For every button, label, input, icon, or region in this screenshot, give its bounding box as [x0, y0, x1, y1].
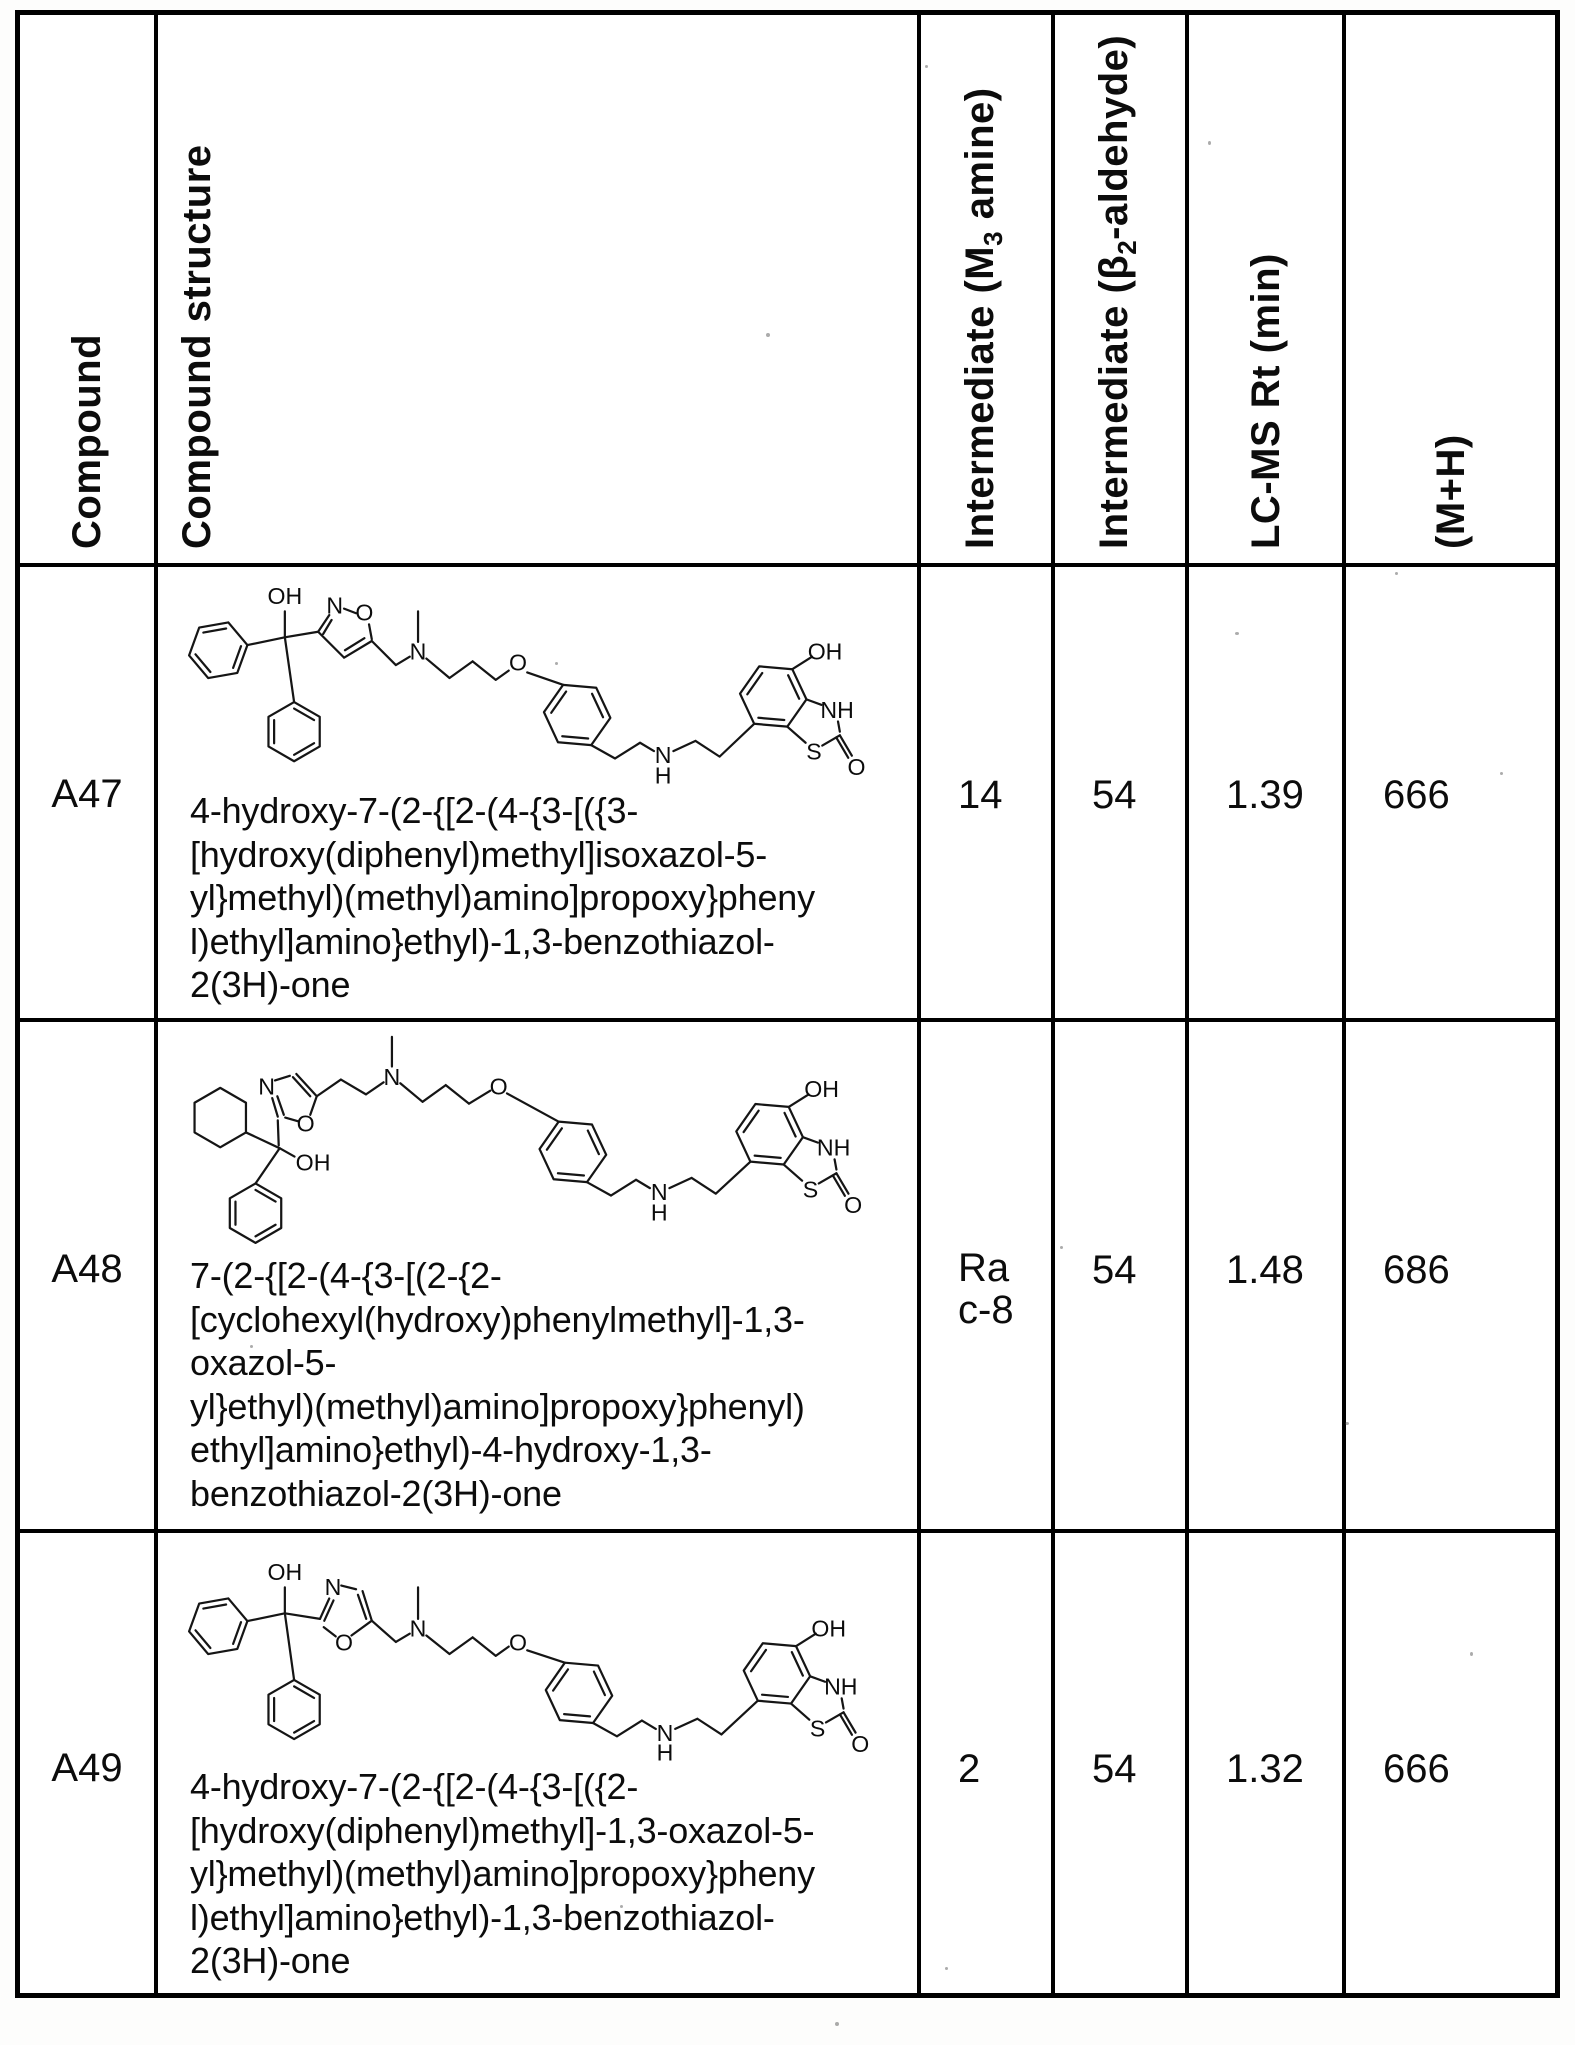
atom-label-h: H	[656, 1739, 674, 1765]
compound-name-a49: 4-hydroxy-7-(2-{[2-(4-{3-[({2- [hydroxy(diphenyl)methyl]-1,3-oxazol-5- yl}methyl)(methyl)amino]propoxy}pheny l)ethyl]amino}ethyl)-1,3-benzothiazol- 2(3H)-one	[190, 1766, 815, 1981]
m3-amine-value-a47: 14	[921, 567, 1055, 1022]
atom-label-n: N	[383, 1064, 401, 1091]
header-m-plus-h-label: (M+H)	[1428, 434, 1473, 549]
m3-amine-value-a48: Ra c-8	[921, 1022, 1055, 1533]
m-plus-h-value-a47: 666	[1346, 567, 1555, 1022]
atom-label-oh: OH	[811, 1615, 847, 1642]
structure-drawing-a49	[158, 1543, 917, 1765]
header-compound-structure	[158, 15, 921, 567]
atom-label-o: O	[335, 1629, 354, 1656]
scan-speck	[945, 1967, 948, 1970]
row-a49-structure-cell	[158, 1533, 921, 1993]
atom-label-o: O	[508, 649, 527, 676]
atom-label-o: O	[355, 599, 374, 626]
chemical-structure-a48	[172, 1022, 873, 1254]
atom-label-nh: NH	[820, 696, 854, 723]
atom-label-n: N	[654, 742, 672, 769]
b2-aldehyde-value-a49: 54	[1055, 1533, 1189, 1993]
header-intermediate-b2-aldehyde	[1055, 15, 1189, 567]
atom-label-o: O	[851, 1731, 870, 1758]
atom-label-n: N	[656, 1719, 674, 1746]
atom-label-h: H	[650, 1199, 668, 1226]
atom-label-n: N	[650, 1179, 668, 1206]
atom-label-o: O	[844, 1192, 863, 1219]
lcms-rt-value-a48: 1.48	[1189, 1022, 1346, 1533]
b2-aldehyde-value-a47: 54	[1055, 567, 1189, 1022]
scan-speck	[555, 662, 558, 665]
atom-label-oh: OH	[295, 1149, 331, 1176]
atom-label-oh: OH	[267, 583, 303, 609]
scan-speck	[250, 1345, 253, 1348]
row-a48-compound-id: A48	[20, 1022, 158, 1533]
m-plus-h-value-a48: 686	[1346, 1022, 1555, 1533]
atom-label-o: O	[489, 1073, 508, 1100]
scan-speck	[1500, 772, 1503, 775]
header-intermediate-b2-label: Intermediate $(\beta_2-aldehyde)$	[1092, 34, 1142, 549]
header-lcms-rt	[1189, 15, 1346, 567]
atom-label-n: N	[258, 1073, 276, 1100]
atom-label-o: O	[847, 754, 866, 781]
atom-label-n: N	[409, 638, 427, 665]
compound-name-a47: 4-hydroxy-7-(2-{[2-(4-{3-[({3- [hydroxy(diphenyl)methyl]isoxazol-5- yl}methyl)(methyl)amino]propoxy}pheny l)ethyl]amino}ethyl)-1,3-benzothiazol- 2(3H)-one	[190, 790, 815, 1005]
row-a47-structure-cell	[158, 567, 921, 1022]
m-plus-h-value-a49: 666	[1383, 1747, 1450, 1791]
scan-speck	[1060, 1246, 1063, 1249]
scan-speck	[766, 333, 770, 337]
atom-label-nh: NH	[816, 1134, 851, 1161]
structure-drawing-a47	[158, 567, 917, 789]
scan-speck	[1345, 1422, 1349, 1425]
scan-speck	[1470, 1652, 1473, 1656]
compound-table	[15, 10, 1560, 1998]
atom-label-s: S	[802, 1176, 819, 1203]
atom-label-s: S	[809, 1715, 826, 1742]
chemical-structure-a49	[172, 1543, 875, 1765]
header-lcms-rt-label: LC-MS Rt (min)	[1243, 253, 1288, 549]
scan-speck	[925, 65, 928, 68]
atom-label-oh: OH	[807, 638, 843, 665]
scan-speck	[1118, 88, 1121, 92]
b2-aldehyde-value-a48: 54	[1055, 1022, 1189, 1533]
atom-label-oh: OH	[804, 1076, 839, 1103]
atom-label-o: O	[296, 1110, 315, 1137]
scan-speck	[835, 2022, 839, 2026]
scan-speck	[1235, 632, 1239, 635]
header-intermediate-m3-label: Intermediate ($M_3$ amine)	[958, 87, 1008, 549]
atom-label-n: N	[409, 1615, 427, 1642]
scan-speck	[1208, 141, 1211, 145]
header-m-plus-h	[1346, 15, 1555, 567]
atom-label-nh: NH	[824, 1673, 858, 1700]
compound-name-a48: 7-(2-{[2-(4-{3-[(2-{2- [cyclohexyl(hydroxy)phenylmethyl]-1,3- oxazol-5- yl}ethyl)(methyl)amino]propoxy}phenyl) ethyl]amino}ethyl)-4-hydroxy-1,3- benzothiazol-2(3H)-one	[190, 1255, 805, 1514]
header-intermediate-m3-amine	[921, 15, 1055, 567]
row-a49-compound-id: A49	[20, 1533, 158, 1993]
chemical-structure-a47	[172, 567, 870, 789]
header-compound-label: Compound	[65, 333, 109, 549]
header-compound	[20, 15, 158, 567]
row-a48-structure-cell	[158, 1022, 921, 1533]
row-a47-compound-id: A47	[20, 567, 158, 1022]
atom-label-n: N	[326, 592, 344, 619]
header-compound-structure-label: Compound structure	[175, 144, 219, 549]
lcms-rt-value-a47: 1.39	[1189, 567, 1346, 1022]
scan-speck	[620, 1905, 623, 1908]
atom-label-oh: OH	[267, 1559, 303, 1585]
lcms-rt-value-a49: 1.32	[1189, 1533, 1346, 1993]
scan-speck	[1395, 572, 1398, 575]
atom-label-o: O	[508, 1629, 527, 1656]
m3-amine-value-a49: 2	[921, 1533, 1055, 1993]
structure-drawing-a48	[158, 1022, 917, 1254]
atom-label-h: H	[654, 762, 672, 789]
atom-label-s: S	[806, 738, 822, 765]
atom-label-n: N	[324, 1573, 342, 1600]
